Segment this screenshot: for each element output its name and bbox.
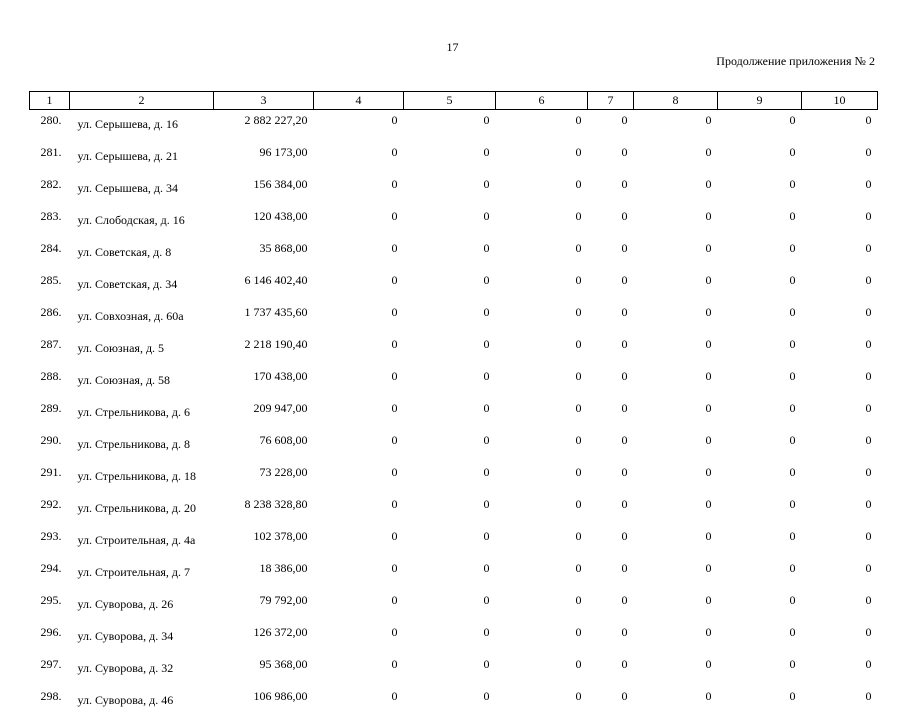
- col4-cell: 0: [314, 558, 404, 590]
- row-number: 285.: [30, 270, 70, 302]
- col6-cell: 0: [496, 238, 588, 270]
- col9-cell: 0: [718, 462, 802, 494]
- col10-cell: 0: [802, 494, 878, 526]
- column-header: 10: [802, 92, 878, 110]
- amount-cell: 95 368,00: [214, 654, 314, 686]
- address-cell: ул. Суворова, д. 26: [70, 590, 214, 622]
- amount-cell: 8 238 328,80: [214, 494, 314, 526]
- row-number: 295.: [30, 590, 70, 622]
- col6-cell: 0: [496, 654, 588, 686]
- amount-cell: 209 947,00: [214, 398, 314, 430]
- column-header: 7: [588, 92, 634, 110]
- col7-cell: 0: [588, 494, 634, 526]
- col4-cell: 0: [314, 654, 404, 686]
- col10-cell: 0: [802, 590, 878, 622]
- col5-cell: 0: [404, 622, 496, 654]
- row-number: 280.: [30, 110, 70, 143]
- col8-cell: 0: [634, 270, 718, 302]
- amount-cell: 76 608,00: [214, 430, 314, 462]
- table-row: [30, 302, 878, 334]
- column-header: 8: [634, 92, 718, 110]
- col8-cell: 0: [634, 622, 718, 654]
- col9-cell: 0: [718, 494, 802, 526]
- col7-cell: 0: [588, 174, 634, 206]
- col10-cell: 0: [802, 526, 878, 558]
- table-row: [30, 174, 878, 206]
- row-number: 282.: [30, 174, 70, 206]
- col9-cell: 0: [718, 142, 802, 174]
- col5-cell: 0: [404, 430, 496, 462]
- amount-cell: 1 737 435,60: [214, 302, 314, 334]
- col8-cell: 0: [634, 206, 718, 238]
- col9-cell: 0: [718, 622, 802, 654]
- col5-cell: 0: [404, 270, 496, 302]
- col9-cell: 0: [718, 654, 802, 686]
- table-row: [30, 142, 878, 174]
- col7-cell: 0: [588, 366, 634, 398]
- col9-cell: 0: [718, 238, 802, 270]
- address-cell: ул. Серышева, д. 16: [70, 110, 214, 143]
- col9-cell: 0: [718, 526, 802, 558]
- col9-cell: 0: [718, 302, 802, 334]
- col6-cell: 0: [496, 302, 588, 334]
- table-row: [30, 558, 878, 590]
- col8-cell: 0: [634, 110, 718, 143]
- col4-cell: 0: [314, 622, 404, 654]
- row-number: 281.: [30, 142, 70, 174]
- col6-cell: 0: [496, 526, 588, 558]
- table-row: [30, 238, 878, 270]
- col6-cell: 0: [496, 398, 588, 430]
- row-number: 283.: [30, 206, 70, 238]
- column-header: 2: [70, 92, 214, 110]
- amount-cell: 73 228,00: [214, 462, 314, 494]
- col8-cell: 0: [634, 462, 718, 494]
- col5-cell: 0: [404, 654, 496, 686]
- col4-cell: 0: [314, 174, 404, 206]
- col5-cell: 0: [404, 142, 496, 174]
- col8-cell: 0: [634, 302, 718, 334]
- col5-cell: 0: [404, 334, 496, 366]
- row-number: 298.: [30, 686, 70, 718]
- col9-cell: 0: [718, 206, 802, 238]
- col7-cell: 0: [588, 110, 634, 143]
- col9-cell: 0: [718, 110, 802, 143]
- amount-cell: 102 378,00: [214, 526, 314, 558]
- col8-cell: 0: [634, 526, 718, 558]
- col8-cell: 0: [634, 334, 718, 366]
- col10-cell: 0: [802, 622, 878, 654]
- address-cell: ул. Суворова, д. 32: [70, 654, 214, 686]
- row-number: 287.: [30, 334, 70, 366]
- col5-cell: 0: [404, 590, 496, 622]
- col9-cell: 0: [718, 398, 802, 430]
- amount-cell: 96 173,00: [214, 142, 314, 174]
- col6-cell: 0: [496, 206, 588, 238]
- col5-cell: 0: [404, 526, 496, 558]
- row-number: 286.: [30, 302, 70, 334]
- col10-cell: 0: [802, 334, 878, 366]
- col4-cell: 0: [314, 334, 404, 366]
- page-number: 17: [0, 40, 905, 55]
- col7-cell: 0: [588, 206, 634, 238]
- col10-cell: 0: [802, 398, 878, 430]
- table-row: [30, 686, 878, 718]
- row-number: 291.: [30, 462, 70, 494]
- col4-cell: 0: [314, 238, 404, 270]
- table-row: [30, 462, 878, 494]
- col6-cell: 0: [496, 430, 588, 462]
- col7-cell: 0: [588, 654, 634, 686]
- col7-cell: 0: [588, 590, 634, 622]
- col10-cell: 0: [802, 142, 878, 174]
- col10-cell: 0: [802, 302, 878, 334]
- col9-cell: 0: [718, 270, 802, 302]
- col10-cell: 0: [802, 110, 878, 143]
- address-cell: ул. Союзная, д. 5: [70, 334, 214, 366]
- table-row: [30, 398, 878, 430]
- address-cell: ул. Суворова, д. 46: [70, 686, 214, 718]
- table-row: [30, 494, 878, 526]
- col8-cell: 0: [634, 686, 718, 718]
- col8-cell: 0: [634, 590, 718, 622]
- col5-cell: 0: [404, 558, 496, 590]
- col8-cell: 0: [634, 558, 718, 590]
- amount-cell: 79 792,00: [214, 590, 314, 622]
- row-number: 292.: [30, 494, 70, 526]
- col4-cell: 0: [314, 302, 404, 334]
- row-number: 294.: [30, 558, 70, 590]
- col5-cell: 0: [404, 494, 496, 526]
- col6-cell: 0: [496, 110, 588, 143]
- col6-cell: 0: [496, 590, 588, 622]
- table-row: [30, 334, 878, 366]
- row-number: 296.: [30, 622, 70, 654]
- row-number: 293.: [30, 526, 70, 558]
- row-number: 288.: [30, 366, 70, 398]
- col9-cell: 0: [718, 366, 802, 398]
- amount-cell: 6 146 402,40: [214, 270, 314, 302]
- table-row: [30, 430, 878, 462]
- col10-cell: 0: [802, 174, 878, 206]
- col5-cell: 0: [404, 366, 496, 398]
- column-header: 3: [214, 92, 314, 110]
- amount-cell: 156 384,00: [214, 174, 314, 206]
- table-row: [30, 270, 878, 302]
- address-cell: ул. Союзная, д. 58: [70, 366, 214, 398]
- col6-cell: 0: [496, 142, 588, 174]
- col4-cell: 0: [314, 366, 404, 398]
- col6-cell: 0: [496, 334, 588, 366]
- col5-cell: 0: [404, 174, 496, 206]
- col4-cell: 0: [314, 110, 404, 143]
- address-cell: ул. Строительная, д. 7: [70, 558, 214, 590]
- column-header: 6: [496, 92, 588, 110]
- address-cell: ул. Стрельникова, д. 8: [70, 430, 214, 462]
- address-cell: ул. Суворова, д. 34: [70, 622, 214, 654]
- address-cell: ул. Совхозная, д. 60а: [70, 302, 214, 334]
- col9-cell: 0: [718, 334, 802, 366]
- table-row: [30, 366, 878, 398]
- appendix-table: [29, 91, 878, 718]
- table-row: [30, 110, 878, 143]
- table-header-row: [30, 92, 878, 110]
- col10-cell: 0: [802, 462, 878, 494]
- amount-cell: 120 438,00: [214, 206, 314, 238]
- col5-cell: 0: [404, 206, 496, 238]
- amount-cell: 170 438,00: [214, 366, 314, 398]
- appendix-continuation-note: Продолжение приложения № 2: [716, 54, 875, 69]
- table-row: [30, 206, 878, 238]
- col10-cell: 0: [802, 558, 878, 590]
- col7-cell: 0: [588, 462, 634, 494]
- col4-cell: 0: [314, 142, 404, 174]
- col7-cell: 0: [588, 622, 634, 654]
- col5-cell: 0: [404, 686, 496, 718]
- col4-cell: 0: [314, 494, 404, 526]
- col7-cell: 0: [588, 142, 634, 174]
- address-cell: ул. Стрельникова, д. 18: [70, 462, 214, 494]
- col8-cell: 0: [634, 238, 718, 270]
- col4-cell: 0: [314, 686, 404, 718]
- col7-cell: 0: [588, 526, 634, 558]
- col5-cell: 0: [404, 462, 496, 494]
- col5-cell: 0: [404, 238, 496, 270]
- col10-cell: 0: [802, 430, 878, 462]
- col6-cell: 0: [496, 686, 588, 718]
- col7-cell: 0: [588, 270, 634, 302]
- col7-cell: 0: [588, 302, 634, 334]
- col7-cell: 0: [588, 558, 634, 590]
- row-number: 289.: [30, 398, 70, 430]
- amount-cell: 126 372,00: [214, 622, 314, 654]
- table-row: [30, 590, 878, 622]
- col10-cell: 0: [802, 654, 878, 686]
- table-row: [30, 654, 878, 686]
- col4-cell: 0: [314, 398, 404, 430]
- col8-cell: 0: [634, 398, 718, 430]
- address-cell: ул. Стрельникова, д. 6: [70, 398, 214, 430]
- col7-cell: 0: [588, 238, 634, 270]
- col9-cell: 0: [718, 686, 802, 718]
- col6-cell: 0: [496, 270, 588, 302]
- col6-cell: 0: [496, 174, 588, 206]
- amount-cell: 18 386,00: [214, 558, 314, 590]
- col9-cell: 0: [718, 430, 802, 462]
- col6-cell: 0: [496, 366, 588, 398]
- col7-cell: 0: [588, 430, 634, 462]
- col6-cell: 0: [496, 622, 588, 654]
- address-cell: ул. Строительная, д. 4а: [70, 526, 214, 558]
- amount-cell: 106 986,00: [214, 686, 314, 718]
- col8-cell: 0: [634, 494, 718, 526]
- row-number: 284.: [30, 238, 70, 270]
- row-number: 297.: [30, 654, 70, 686]
- column-header: 5: [404, 92, 496, 110]
- col7-cell: 0: [588, 334, 634, 366]
- col7-cell: 0: [588, 686, 634, 718]
- col4-cell: 0: [314, 462, 404, 494]
- col5-cell: 0: [404, 110, 496, 143]
- table-body: [30, 110, 878, 718]
- col8-cell: 0: [634, 366, 718, 398]
- amount-cell: 35 868,00: [214, 238, 314, 270]
- row-number: 290.: [30, 430, 70, 462]
- column-header: 1: [30, 92, 70, 110]
- amount-cell: 2 218 190,40: [214, 334, 314, 366]
- col5-cell: 0: [404, 302, 496, 334]
- col9-cell: 0: [718, 558, 802, 590]
- col4-cell: 0: [314, 206, 404, 238]
- table-row: [30, 526, 878, 558]
- col9-cell: 0: [718, 590, 802, 622]
- col9-cell: 0: [718, 174, 802, 206]
- table-row: [30, 622, 878, 654]
- col8-cell: 0: [634, 174, 718, 206]
- amount-cell: 2 882 227,20: [214, 110, 314, 143]
- col8-cell: 0: [634, 430, 718, 462]
- address-cell: ул. Советская, д. 34: [70, 270, 214, 302]
- column-header: 9: [718, 92, 802, 110]
- col7-cell: 0: [588, 398, 634, 430]
- col6-cell: 0: [496, 558, 588, 590]
- col8-cell: 0: [634, 142, 718, 174]
- col10-cell: 0: [802, 238, 878, 270]
- col8-cell: 0: [634, 654, 718, 686]
- col4-cell: 0: [314, 430, 404, 462]
- col4-cell: 0: [314, 526, 404, 558]
- col5-cell: 0: [404, 398, 496, 430]
- address-cell: ул. Серышева, д. 21: [70, 142, 214, 174]
- col6-cell: 0: [496, 494, 588, 526]
- address-cell: ул. Советская, д. 8: [70, 238, 214, 270]
- col10-cell: 0: [802, 686, 878, 718]
- col4-cell: 0: [314, 590, 404, 622]
- address-cell: ул. Слободская, д. 16: [70, 206, 214, 238]
- col10-cell: 0: [802, 270, 878, 302]
- col10-cell: 0: [802, 366, 878, 398]
- col10-cell: 0: [802, 206, 878, 238]
- address-cell: ул. Стрельникова, д. 20: [70, 494, 214, 526]
- address-cell: ул. Серышева, д. 34: [70, 174, 214, 206]
- col6-cell: 0: [496, 462, 588, 494]
- column-header: 4: [314, 92, 404, 110]
- col4-cell: 0: [314, 270, 404, 302]
